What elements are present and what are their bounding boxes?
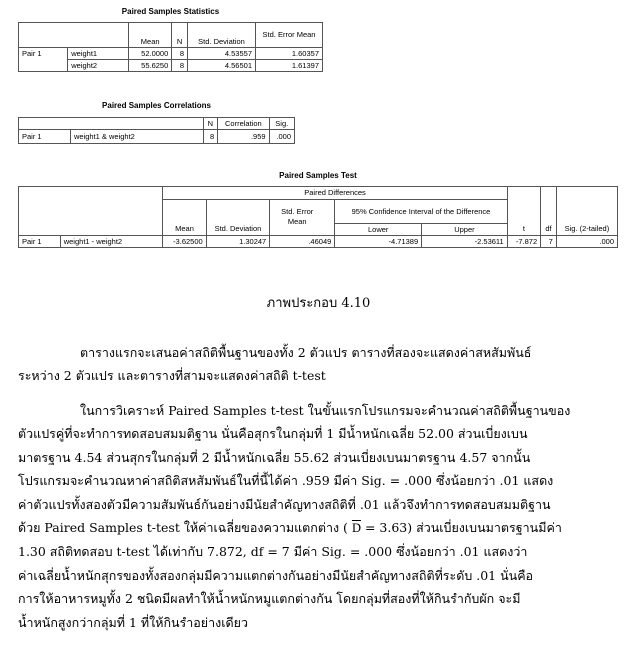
- stats-header-sd: Std. Deviation: [188, 23, 256, 48]
- paragraph-intro: [18, 341, 622, 388]
- cell-sig: .000: [556, 236, 617, 248]
- cell-sd: 4.53557: [188, 48, 256, 60]
- t-header-top: [507, 187, 540, 200]
- text-line: น้ำหนักสูงกว่ากลุ่มที่ 1 ที่ให้กินรำอย่างเดียว: [18, 614, 248, 630]
- corr-header-sig: Sig.: [269, 118, 294, 130]
- cell-mean: 52.0000: [129, 48, 172, 60]
- text-line: ตัวแปรคู่ที่จะทำการทดสอบสมมติฐาน นั่นคือสุกรในกลุ่มที่ 1 มีน้ำหนักเฉลี่ย 52.00 ส่วนเบี่ยงเบน: [18, 426, 528, 442]
- test-header-lower: Lower: [335, 224, 422, 236]
- paired-test-table: [18, 186, 618, 248]
- stats-header-mean: Mean: [129, 23, 172, 48]
- corr-header-correlation: Correlation: [218, 118, 269, 130]
- variable-pair: weight1 - weight2: [60, 236, 163, 248]
- stats-corner: [19, 23, 129, 48]
- test-corner: [19, 187, 163, 236]
- d-bar-symbol: $\overline{D}$: [351, 521, 361, 536]
- test-header-upper: Upper: [422, 224, 508, 236]
- cell-se: 1.61397: [256, 60, 323, 72]
- pair-label: Pair 1: [19, 48, 68, 60]
- cell-t: -7.872: [507, 236, 540, 248]
- variable-pair: weight1 & weight2: [70, 130, 203, 144]
- text-line: [18, 516, 622, 540]
- ci-header: 95% Confidence Interval of the Difference: [335, 200, 507, 224]
- test-header-t: t: [507, 224, 540, 236]
- pair-label: Pair 1: [19, 236, 61, 248]
- paired-correlations-table: [18, 117, 295, 144]
- stats-header-n: N: [172, 23, 188, 48]
- text-line: ในการวิเคราะห์ Paired Samples t-test ในขั้นแรกโปรแกรมจะคำนวณค่าสถิติพื้นฐานของ: [80, 403, 571, 418]
- df-header-top: [541, 187, 557, 200]
- t-header-mid: [507, 200, 540, 224]
- test-title: Paired Samples Test: [279, 171, 357, 180]
- test-header-df: df: [541, 224, 557, 236]
- table-row: [19, 236, 618, 248]
- test-header-sd: Std. Deviation: [206, 224, 270, 236]
- cell-se: .46049: [270, 236, 335, 248]
- df-header-mid: [541, 200, 557, 224]
- paragraph-analysis: [18, 399, 622, 634]
- text-line: ค่าตัวแปรทั้งสองตัวมีความสัมพันธ์กันอย่างมีนัยสำคัญทางสถิติที่ .01 แล้วจึงทำการทดสอบสมมติฐาน: [18, 496, 551, 512]
- sig-header-mid: [556, 200, 617, 224]
- stats-header-se: Std. Error Mean: [256, 23, 323, 48]
- text-line: โปรแกรมจะคำนวณหาค่าสถิติสหสัมพันธ์ในที่นี้ได้ค่า .959 มีค่า Sig. = .000 ซึ่งน้อยกว่า .01 แสดง: [18, 473, 554, 489]
- cell-sd: 1.30247: [206, 236, 270, 248]
- test-header-sig: Sig. (2-tailed): [556, 224, 617, 236]
- cell-df: 7: [541, 236, 557, 248]
- paired-differences-header: Paired Differences: [163, 187, 507, 200]
- table-row: [19, 60, 323, 72]
- cell-lower: -4.71389: [335, 236, 422, 248]
- cell-n: 8: [172, 48, 188, 60]
- text-line: การให้อาหารหมูทั้ง 2 ชนิดมีผลทำให้น้ำหนักหมูแตกต่างกัน โดยกลุ่มที่สองที่ให้กินรำกับผัก จะมี: [18, 591, 521, 607]
- cell-upper: -2.53611: [422, 236, 508, 248]
- stats-title: Paired Samples Statistics: [121, 7, 220, 16]
- text-line: มาตรฐาน 4.54 ส่วนสุกรในกลุ่มที่ 2 มีน้ำหนักเฉลี่ย 55.62 ส่วนเบี่ยงเบนมาตรฐาน 4.57 จากนั้น: [18, 449, 531, 465]
- cell-correlation: .959: [218, 130, 269, 144]
- variable-name: weight2: [68, 60, 129, 72]
- paired-statistics-table: [18, 22, 323, 72]
- corr-corner: [19, 118, 204, 130]
- sig-header-top: [556, 187, 617, 200]
- figure-caption: ภาพประกอบ 4.10: [266, 296, 371, 311]
- text-line: ตารางแรกจะเสนอค่าสถิติพื้นฐานของทั้ง 2 ตัวแปร ตารางที่สองจะแสดงค่าสหสัมพันธ์: [80, 345, 532, 360]
- table-row: [19, 48, 323, 60]
- test-header-mean: Mean: [163, 224, 206, 236]
- cell-sig: .000: [269, 130, 294, 144]
- cell-mean: -3.62500: [163, 236, 206, 248]
- text-segment: = 3.63) ส่วนเบี่ยงเบนมาตรฐานมีค่า: [364, 520, 562, 536]
- text-line: 1.30 สถิติทดสอบ t-test ได้เท่ากับ 7.872, df = 7 มีค่า Sig. = .000 ซึ่งน้อยกว่า .01 แสดงว่า: [18, 544, 528, 560]
- variable-name: weight1: [68, 48, 129, 60]
- test-header-se: [270, 207, 335, 236]
- table-row: [19, 130, 295, 144]
- text-line: ค่าเฉลี่ยน้ำหนักสุกรของทั้งสองกลุ่มมีความแตกต่างกันอย่างมีนัยสำคัญทางสถิติที่ระดับ .01 นั่นคือ: [18, 567, 534, 583]
- cell-n: 8: [203, 130, 218, 144]
- sd-header-top: [206, 200, 270, 224]
- se-header-text: Std. Error Mean: [281, 207, 314, 227]
- cell-se: 1.60357: [256, 48, 323, 60]
- corr-title: Paired Samples Correlations: [102, 101, 211, 110]
- pair-label: Pair 1: [19, 130, 71, 144]
- mean-header-top: [163, 200, 206, 224]
- cell-n: 8: [172, 60, 188, 72]
- text-line: ระหว่าง 2 ตัวแปร และตารางที่สามจะแสดงค่าสถิติ t-test: [18, 368, 326, 384]
- text-segment: ด้วย Paired Samples t-test ให้ค่าเฉลี่ยของความแตกต่าง (: [18, 520, 348, 536]
- pair-label-empty: [19, 60, 68, 72]
- cell-mean: 55.6250: [129, 60, 172, 72]
- corr-header-n: N: [203, 118, 218, 130]
- cell-sd: 4.56501: [188, 60, 256, 72]
